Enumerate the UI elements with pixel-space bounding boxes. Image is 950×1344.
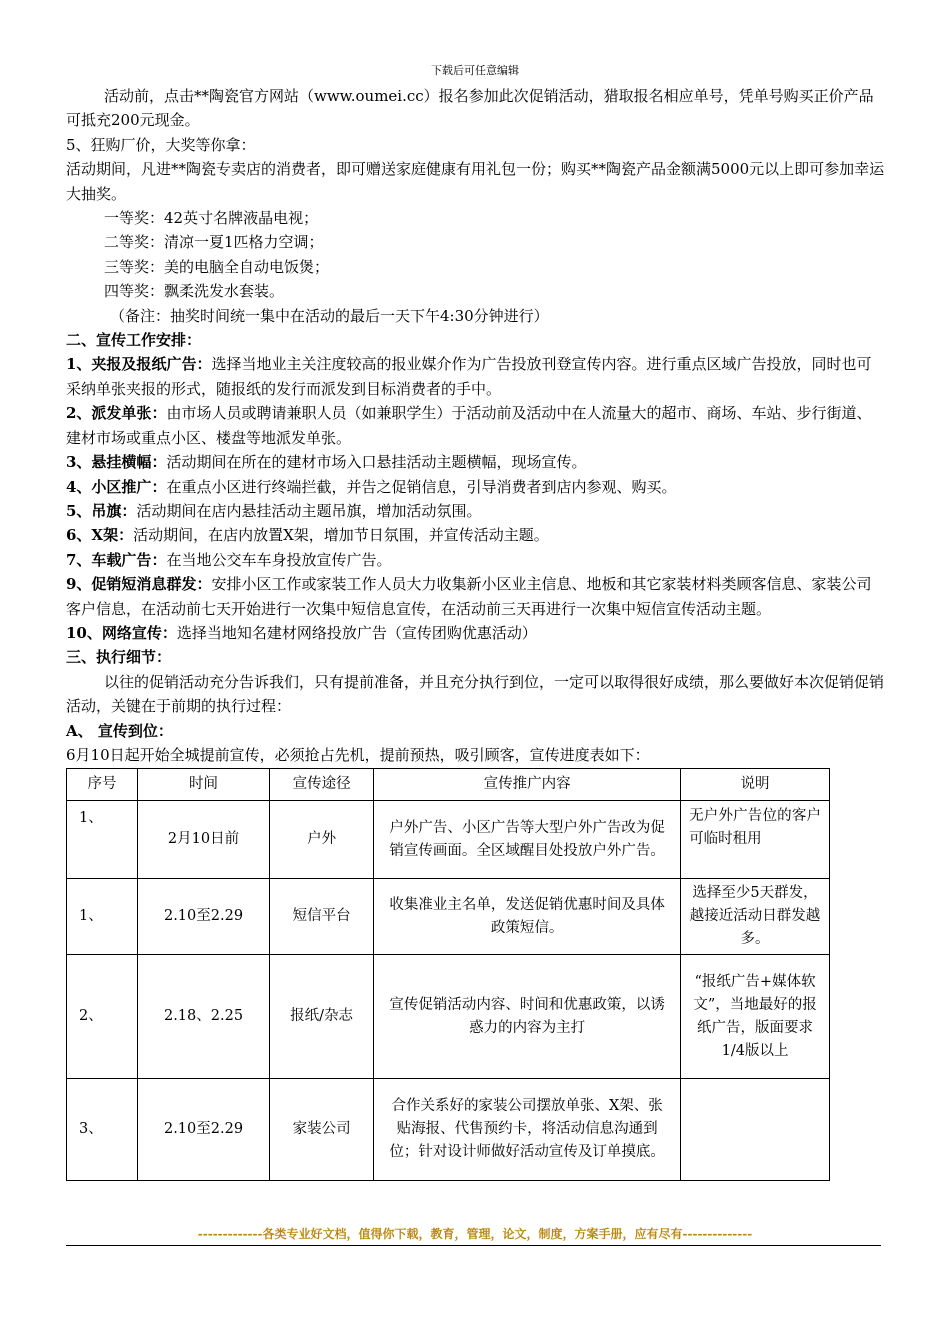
- page-footer: -------------各类专业好文档，值得你下载，教育，管理，论文，制度，方案手册，应有尽有--------------: [197, 1227, 753, 1241]
- col-header-notes: 说明: [681, 769, 830, 801]
- prize-2: 二等奖：清凉一夏1匹格力空调；: [104, 233, 324, 252]
- table-row: [67, 801, 830, 879]
- item-label: 1、夹报及报纸广告：: [66, 355, 212, 374]
- section-5-text: 活动期间，凡进**陶瓷专卖店的消费者，即可赠送家庭健康有用礼包一份；购买**陶瓷产品金额满5000元以上即可参加幸运大抽奖。: [66, 160, 885, 203]
- prize-4: 四等奖：飘柔洗发水套装。: [104, 282, 285, 301]
- cell-index: 1、: [67, 879, 138, 955]
- item-text: 活动期间在店内悬挂活动主题吊旗，增加活动氛围。: [136, 501, 482, 520]
- table-row: [67, 955, 830, 1079]
- item-label: 7、车载广告：: [66, 550, 167, 569]
- cell-content: 户外广告、小区广告等大型户外广告改为促销宣传画面。全区域醒目处投放户外广告。: [374, 801, 681, 879]
- cell-notes: 选择至少5天群发，越接近活动日群发越多。: [681, 879, 830, 955]
- item-text: 选择当地知名建材网络投放广告（宣传团购优惠活动）: [176, 623, 537, 642]
- intro-paragraph: 活动前，点击**陶瓷官方网站（www.oumei.cc）报名参加此次促销活动，猎取报名相应单号，凭单号购买正价产品可抵充200元现金。: [66, 87, 874, 130]
- section-3-text: 以往的促销活动充分告诉我们，只有提前准备，并且充分执行到位，一定可以取得很好成绩，那么要做好本次促销促销活动，关键在于前期的执行过程：: [66, 672, 885, 716]
- promotion-schedule-table: [66, 768, 830, 1181]
- subsection-a-heading: A、 宣传到位：: [66, 721, 173, 740]
- table-header-row: [67, 769, 830, 801]
- cell-notes: “报纸广告+媒体软文”，当地最好的报纸广告，版面要求1/4版以上: [681, 955, 830, 1079]
- item-label: 9、促销短消息群发：: [66, 575, 212, 594]
- cell-index: 3、: [67, 1079, 138, 1181]
- item-text: 活动期间，在店内放置X架，增加节日氛围，并宣传活动主题。: [133, 526, 549, 545]
- item-4: [66, 475, 886, 499]
- item-10: [66, 621, 886, 645]
- footer-divider: [66, 1245, 881, 1246]
- section-2-heading: 二、宣传工作安排：: [66, 331, 202, 350]
- cell-notes: 无户外广告位的客户可临时租用: [681, 801, 830, 879]
- item-text: 安排小区工作或家装工作人员大力收集新小区业主信息、地板和其它家装材料类顾客信息、家装公司客户信息，在活动前七天开始进行一次集中短信息宣传，在活动前三天再进行一次集中短信宣传活动主题。: [66, 575, 872, 618]
- item-text: 在重点小区进行终端拦截，并告之促销信息，引导消费者到店内参观、购买。: [166, 477, 677, 496]
- item-label: 4、小区推广：: [66, 477, 167, 496]
- item-6: [66, 523, 886, 547]
- cell-time: 2月10日前: [138, 801, 270, 879]
- prize-1: 一等奖：42英寸名牌液晶电视；: [104, 209, 319, 228]
- cell-index: 1、: [67, 801, 138, 879]
- subsection-a-text: 6月10日起开始全城提前宣传，必须抢占先机，提前预热，吸引顾客，宣传进度表如下：: [66, 745, 650, 764]
- cell-channel: 报纸/杂志: [270, 955, 374, 1079]
- cell-channel: 户外: [270, 801, 374, 879]
- cell-time: 2.10至2.29: [138, 879, 270, 955]
- table-row: [67, 879, 830, 955]
- col-header-content: 宣传推广内容: [374, 769, 681, 801]
- lottery-note: （备注：抽奖时间统一集中在活动的最后一天下午4:30分钟进行）: [110, 306, 549, 325]
- cell-time: 2.10至2.29: [138, 1079, 270, 1181]
- item-label: 3、悬挂横幅：: [66, 453, 167, 472]
- cell-content: 宣传促销活动内容、时间和优惠政策，以诱惑力的内容为主打: [374, 955, 681, 1079]
- table-row: [67, 1079, 830, 1181]
- item-text: 由市场人员或聘请兼职人员（如兼职学生）于活动前及活动中在人流量大的超市、商场、车站、步行街道、建材市场或重点小区、楼盘等地派发单张。: [66, 404, 872, 447]
- cell-content: 收集准业主名单，发送促销优惠时间及具体政策短信。: [374, 879, 681, 955]
- cell-content: 合作关系好的家装公司摆放单张、X架、张贴海报、代售预约卡，将活动信息沟通到位；针对设计师做好活动宣传及订单摸底。: [374, 1079, 681, 1181]
- section-3-heading: 三、执行细节：: [66, 648, 172, 667]
- item-label: 2、派发单张：: [66, 404, 167, 423]
- item-2: [66, 401, 886, 450]
- col-header-time: 时间: [138, 769, 270, 801]
- item-label: 6、X架：: [66, 526, 134, 545]
- item-1: [66, 352, 886, 401]
- item-text: 选择当地业主关注度较高的报业媒介作为广告投放刊登宣传内容。进行重点区域广告投放，同时也可采纳单张夹报的形式，随报纸的发行而派发到目标消费者的手中。: [66, 355, 872, 398]
- item-label: 10、网络宣传：: [66, 623, 177, 642]
- item-text: 活动期间在所在的建材市场入口悬挂活动主题横幅，现场宣传。: [166, 453, 587, 472]
- item-5: [66, 499, 886, 523]
- cell-time: 2.18、2.25: [138, 955, 270, 1079]
- col-header-channel: 宣传途径: [270, 769, 374, 801]
- page-header: 下载后可任意编辑: [431, 64, 519, 77]
- item-text: 在当地公交车车身投放宣传广告。: [166, 550, 392, 569]
- col-header-index: 序号: [67, 769, 138, 801]
- item-7: [66, 548, 886, 572]
- cell-channel: 短信平台: [270, 879, 374, 955]
- document-body: [66, 84, 886, 1181]
- item-9: [66, 572, 886, 621]
- cell-notes: [681, 1079, 830, 1181]
- cell-channel: 家装公司: [270, 1079, 374, 1181]
- item-3: [66, 450, 886, 474]
- item-label: 5、吊旗：: [66, 501, 137, 520]
- cell-index: 2、: [67, 955, 138, 1079]
- prize-3: 三等奖：美的电脑全自动电饭煲；: [104, 257, 330, 276]
- section-5-title: 5、狂购厂价，大奖等你拿：: [66, 135, 256, 154]
